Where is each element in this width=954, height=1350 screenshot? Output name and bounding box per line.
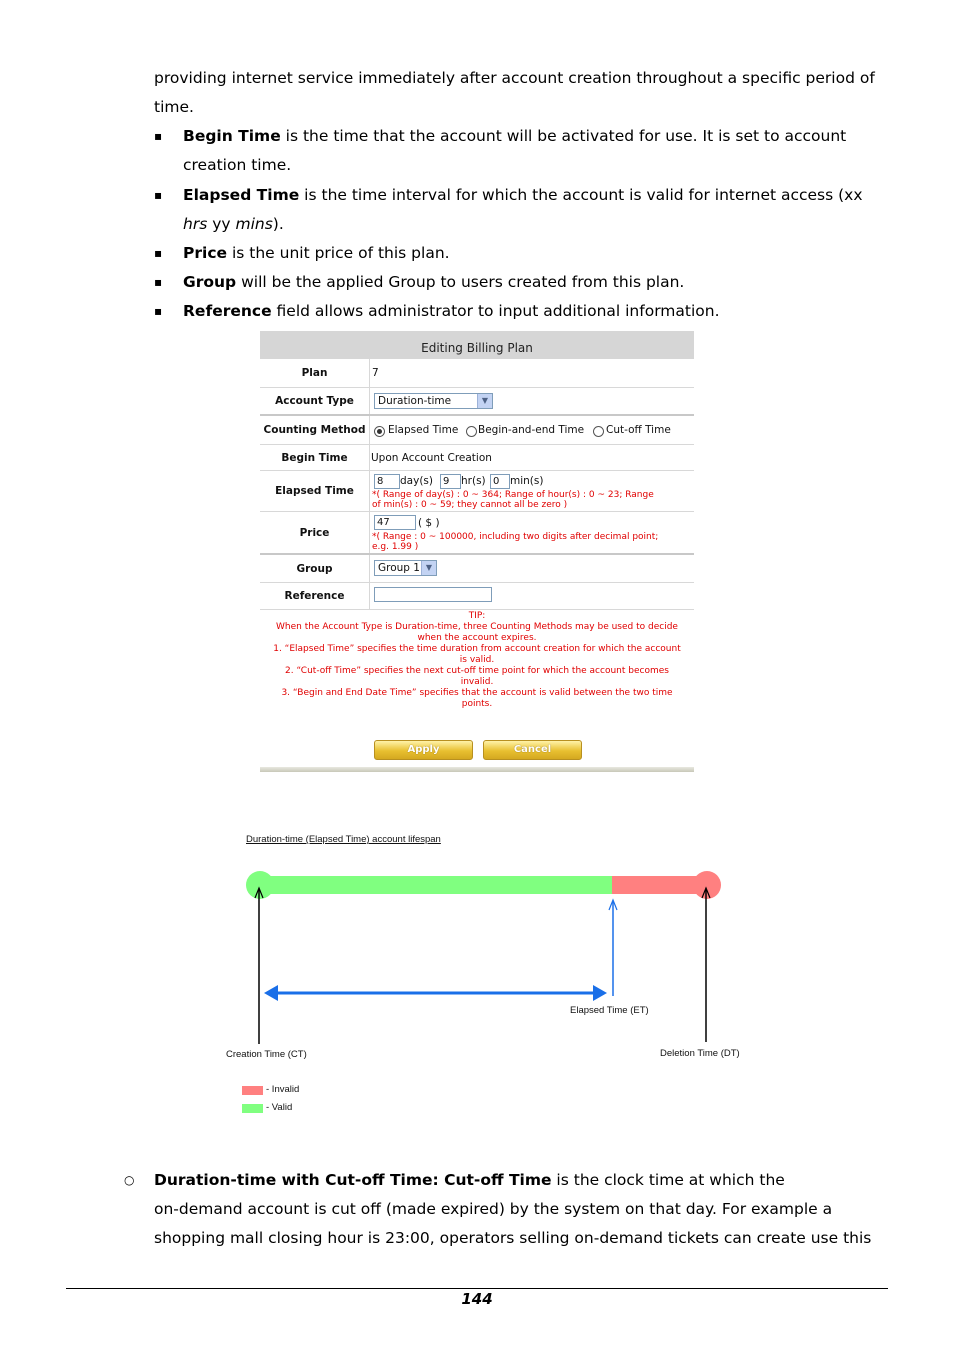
row-reference <box>260 583 694 610</box>
group-select[interactable]: Group 1 ▼ <box>374 560 437 576</box>
account-type-label: Account Type <box>260 388 370 414</box>
radio-label-begin-end: Begin-and-end Time <box>478 424 585 436</box>
hours-unit: hr(s) <box>461 475 486 487</box>
plan-label: Plan <box>260 359 370 387</box>
minutes-unit: min(s) <box>510 475 544 487</box>
bullet-text-cont: creation time. <box>183 156 292 174</box>
tip-text: TIP: When the Account Type is Duration-time, three Counting Methods may be used to decide when the account expires. 1. “Elapsed Time” specifies the time duration from account creation for which the account is valid. 2. “Cut-off Time” specifies the next cut-off time point for which the account becomes invalid. 3. “Begin and End Date Time” specifies that the account is valid between the two time points. <box>273 611 681 709</box>
bullet-text-cont: hrs yy mins). <box>183 215 284 233</box>
counting-method-label: Counting Method <box>260 416 370 444</box>
section-line-3: shopping mall closing hour is 23:00, operators selling on-demand tickets can create use this <box>154 1229 872 1247</box>
radio-begin-end-time[interactable] <box>466 426 477 437</box>
reference-input[interactable] <box>374 587 492 602</box>
group-label: Group <box>260 555 370 582</box>
valid-segment <box>260 876 612 894</box>
bullet-mark: ▪ <box>154 275 163 289</box>
price-label: Price <box>260 512 370 553</box>
elapsed-hours-input[interactable]: 9 <box>440 474 461 489</box>
timeline-graphic <box>220 828 760 1128</box>
duration-arrow-right-head <box>593 985 607 1001</box>
lifespan-diagram <box>220 828 760 1128</box>
row-group <box>260 555 694 583</box>
panel-bottom-bar <box>260 767 694 772</box>
elapsed-days-input[interactable]: 8 <box>374 474 400 489</box>
chevron-down-icon: ▼ <box>421 561 436 575</box>
intro-line-2: time. <box>154 98 194 116</box>
row-elapsed-time <box>260 471 694 512</box>
radio-label-cut-off: Cut-off Time <box>606 424 671 436</box>
elapsed-minutes-input[interactable]: 0 <box>490 474 510 489</box>
radio-label-elapsed: Elapsed Time <box>388 424 459 436</box>
section-mark: ○ <box>124 1173 135 1187</box>
elapsed-time-label: Elapsed Time <box>260 471 370 511</box>
bullet-elapsed-time <box>154 181 894 239</box>
radio-cut-off-time[interactable] <box>593 426 604 437</box>
elapsed-time-label: Elapsed Time (ET) <box>570 1005 649 1016</box>
bullet-price <box>154 239 894 268</box>
bullet-term: Price <box>183 244 228 262</box>
panel-title: Editing Billing Plan <box>260 331 694 359</box>
duration-arrow-left-head <box>264 985 278 1001</box>
bullet-mark: ▪ <box>154 246 163 260</box>
bullet-begin-time <box>154 122 894 180</box>
price-input[interactable]: 47 <box>374 515 416 530</box>
bullet-text: is the time that the account will be activated for use. It is set to account <box>280 127 847 145</box>
billing-plan-panel <box>260 331 694 773</box>
price-unit: ( $ ) <box>418 517 440 529</box>
bullet-reference <box>154 297 894 326</box>
radio-elapsed-time[interactable] <box>374 426 385 437</box>
bullet-mark: ▪ <box>154 129 163 143</box>
account-type-select[interactable]: Duration-time ▼ <box>374 393 493 409</box>
diagram-title: Duration-time (Elapsed Time) account lifespan <box>246 834 441 845</box>
row-begin-time <box>260 445 694 471</box>
intro-paragraph <box>154 64 894 122</box>
bullet-group <box>154 268 894 297</box>
bullet-term: Elapsed Time <box>183 186 300 204</box>
section-line-1: is the clock time at which the <box>551 1171 785 1189</box>
begin-time-value: Upon Account Creation <box>371 452 492 464</box>
plan-value: 7 <box>372 367 379 379</box>
bullet-text: field allows administrator to input additional information. <box>271 302 720 320</box>
intro-line-1: providing internet service immediately after account creation throughout a specific period of <box>154 69 875 87</box>
bullet-text: is the unit price of this plan. <box>227 244 450 262</box>
row-plan <box>260 359 694 388</box>
bullet-text: is the time interval for which the account is valid for internet access (xx <box>299 186 863 204</box>
bullet-term: Begin Time <box>183 127 281 145</box>
row-account-type <box>260 388 694 416</box>
bullet-mark: ▪ <box>154 304 163 318</box>
bullet-mark: ▪ <box>154 188 163 202</box>
invalid-segment <box>612 876 707 894</box>
price-range-hint: *( Range : 0 ~ 100000, including two digits after decimal point; e.g. 1.99 ) <box>372 532 659 552</box>
chevron-down-icon: ▼ <box>477 394 492 408</box>
page-number: 144 <box>461 1290 493 1308</box>
footer-rule <box>66 1288 888 1289</box>
deletion-time-label: Deletion Time (DT) <box>660 1048 740 1059</box>
elapsed-range-hint: *( Range of day(s) : 0 ~ 364; Range of hour(s) : 0 ~ 23; Range of min(s) : 0 ~ 59; they cannot all be zero ) <box>372 490 654 510</box>
cancel-button[interactable]: Cancel <box>483 740 582 760</box>
begin-time-label: Begin Time <box>260 445 370 470</box>
row-price <box>260 512 694 555</box>
legend-valid-swatch <box>242 1104 263 1113</box>
creation-time-label: Creation Time (CT) <box>226 1049 307 1060</box>
creation-point <box>246 871 274 899</box>
days-unit: day(s) <box>400 475 433 487</box>
section-line-2: on-demand account is cut off (made expired) by the system on that day. For example a <box>154 1200 833 1218</box>
bullet-term: Reference <box>183 302 272 320</box>
bullet-term: Group <box>183 273 237 291</box>
row-counting-method <box>260 416 694 445</box>
deletion-point <box>693 871 721 899</box>
bullet-text: will be the applied Group to users created from this plan. <box>236 273 685 291</box>
legend-invalid-swatch <box>242 1086 263 1095</box>
legend-invalid-label: - Invalid <box>266 1084 300 1095</box>
section-heading: Duration-time with Cut-off Time: Cut-off Time <box>154 1171 552 1189</box>
apply-button[interactable]: Apply <box>374 740 473 760</box>
reference-label: Reference <box>260 583 370 609</box>
legend-valid-label: - Valid <box>266 1102 293 1113</box>
